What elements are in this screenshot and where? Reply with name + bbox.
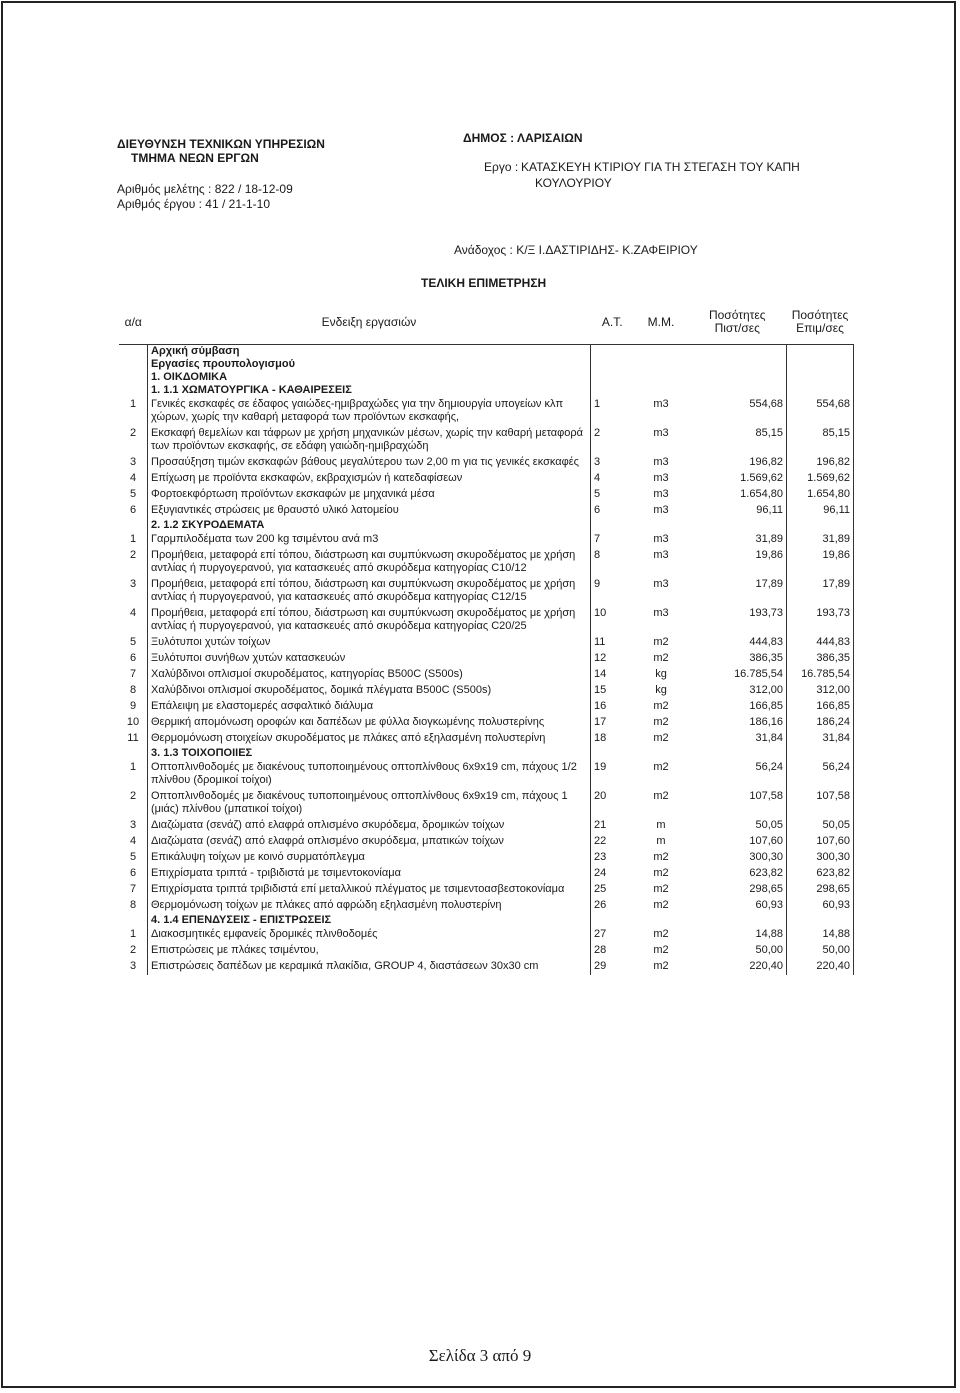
section-row: [119, 345, 854, 359]
table-row: [119, 651, 854, 667]
table-row: [119, 532, 854, 548]
item-number: 1: [129, 533, 137, 545]
item-description: Φορτοεκφόρτωση προϊόντων εκσκαφών με μηχανικά μέσα: [148, 487, 591, 503]
item-qty-certified: [688, 914, 787, 927]
page-footer: Σελίδα 3 από 9: [428, 1346, 532, 1365]
item-unit: m: [656, 835, 666, 847]
item-qty-measured: [787, 358, 854, 371]
table-header-row: [119, 300, 854, 345]
item-price-article: 20: [591, 789, 635, 818]
department-name: ΔΙΕΥΘΥΝΣΗ ΤΕΧΝΙΚΩΝ ΥΠΗΡΕΣΙΩΝ: [117, 137, 325, 151]
table-row: [119, 866, 854, 882]
item-qty-certified: 1.654,80: [688, 487, 787, 503]
item-number: 3: [129, 960, 137, 972]
item-description: Προμήθεια, μεταφορά επί τόπου, διάστρωση και συμπύκνωση σκυροδέματος με χρήση αντλίας ή πυργογερανού, για κατασκευές από σκυρόδεμα κατηγορίας C12/15: [148, 577, 591, 606]
item-number: 4: [129, 607, 137, 619]
item-price-article: 11: [591, 635, 635, 651]
item-qty-measured: 56,24: [787, 760, 854, 789]
item-qty-measured: 386,35: [787, 651, 854, 667]
item-qty-certified: 623,82: [688, 866, 787, 882]
item-price-article: 15: [591, 683, 635, 699]
item-qty-measured: 554,68: [787, 397, 854, 426]
section-name: ΤΜΗΜΑ ΝΕΩΝ ΕΡΓΩΝ: [131, 151, 259, 165]
table-row: [119, 850, 854, 866]
item-qty-measured: 96,11: [787, 503, 854, 519]
item-qty-measured: 186,24: [787, 715, 854, 731]
item-unit: m3: [653, 533, 669, 545]
table-row: [119, 943, 854, 959]
item-qty-measured: 196,82: [787, 455, 854, 471]
item-number: 6: [129, 867, 137, 879]
item-description: Προσαύξηση τιμών εκσκαφών βάθους μεγαλύτερου των 2,00 m για τις γενικές εκσκαφές: [148, 455, 591, 471]
item-qty-certified: 17,89: [688, 577, 787, 606]
table-row: [119, 715, 854, 731]
table-row: [119, 760, 854, 789]
item-description: 1. 1.1 ΧΩΜΑΤΟΥΡΓΙΚΑ - ΚΑΘΑΙΡΕΣΕΙΣ: [148, 384, 591, 397]
item-unit: m3: [653, 578, 669, 590]
item-unit: m2: [653, 716, 669, 728]
item-description: Γενικές εκσκαφές σε έδαφος γαιώδες-ημιβραχώδες για την δημιουργία υπογείων κλπ χώρων, χωρίς την καθαρή μεταφορά των προϊόντων εκσκαφής,: [148, 397, 591, 426]
item-number: 8: [129, 899, 137, 911]
item-unit: m3: [653, 504, 669, 516]
item-qty-certified: 16.785,54: [688, 667, 787, 683]
item-number: 5: [129, 636, 137, 648]
document-title: ΤΕΛΙΚΗ ΕΠΙΜΕΤΡΗΣΗ: [421, 276, 547, 290]
item-price-article: 16: [591, 699, 635, 715]
item-description: Επιστρώσεις δαπέδων με κεραμικά πλακίδια, GROUP 4, διαστάσεων 30x30 cm: [148, 959, 591, 975]
table-row: [119, 503, 854, 519]
item-number: 3: [129, 456, 137, 468]
item-qty-certified: 186,16: [688, 715, 787, 731]
col-header-mm: Μ.Μ.: [634, 300, 688, 345]
item-description: Επίχωση με προϊόντα εκσκαφών, εκβραχισμών ή κατεδαφίσεων: [148, 471, 591, 487]
item-qty-certified: 554,68: [688, 397, 787, 426]
item-qty-measured: [787, 384, 854, 397]
item-qty-certified: [688, 519, 787, 532]
item-qty-measured: [787, 345, 854, 359]
item-price-article: [591, 358, 635, 371]
table-row: [119, 397, 854, 426]
item-description: Διαζώματα (σενάζ) από ελαφρά οπλισμένο σκυρόδεμα, μπατικών τοίχων: [148, 834, 591, 850]
item-unit: m2: [653, 700, 669, 712]
item-unit: kg: [655, 668, 667, 680]
item-unit: m2: [653, 851, 669, 863]
item-qty-measured: 60,93: [787, 898, 854, 914]
item-unit: m2: [653, 761, 669, 773]
item-number: 2: [129, 790, 137, 802]
table-row: [119, 882, 854, 898]
item-qty-measured: 193,73: [787, 606, 854, 635]
item-qty-certified: [688, 358, 787, 371]
item-qty-certified: 107,60: [688, 834, 787, 850]
item-qty-certified: 166,85: [688, 699, 787, 715]
item-number: 6: [129, 652, 137, 664]
section-row: [119, 519, 854, 532]
table-row: [119, 487, 854, 503]
item-description: Οπτοπλινθοδομές με διακένους τυποποιημένους οπτοπλίνθους 6x9x19 cm, πάχους 1/2 πλίνθου (δρομικοί τοίχοι): [148, 760, 591, 789]
item-description: Ξυλότυποι χυτών τοίχων: [148, 635, 591, 651]
item-description: Θερμική απομόνωση οροφών και δαπέδων με φύλλα διογκωμένης πολυστερίνης: [148, 715, 591, 731]
item-description: Αρχική σύμβαση: [148, 345, 591, 359]
item-price-article: 19: [591, 760, 635, 789]
item-number: 2: [129, 427, 137, 439]
item-price-article: 24: [591, 866, 635, 882]
item-qty-certified: 85,15: [688, 426, 787, 455]
project-label: Εργο :: [484, 160, 519, 174]
study-number: Αριθμός μελέτης : 822 / 18-12-09: [117, 182, 293, 196]
item-unit: m3: [653, 488, 669, 500]
item-qty-certified: 50,00: [688, 943, 787, 959]
item-qty-measured: 1.569,62: [787, 471, 854, 487]
item-qty-measured: 220,40: [787, 959, 854, 975]
item-qty-measured: 107,60: [787, 834, 854, 850]
section-row: [119, 371, 854, 384]
item-description: Προμήθεια, μεταφορά επί τόπου, διάστρωση και συμπύκνωση σκυροδέματος με χρήση αντλίας ή πυργογερανού, για κατασκευές από σκυρόδεμα κατηγορίας C20/25: [148, 606, 591, 635]
item-unit: [634, 358, 688, 371]
item-unit: m2: [653, 867, 669, 879]
item-description: 4. 1.4 ΕΠΕΝΔΥΣΕΙΣ - ΕΠΙΣΤΡΩΣΕΙΣ: [148, 914, 591, 927]
item-number: 9: [129, 700, 137, 712]
item-description: Διακοσμητικές εμφανείς δρομικές πλινθοδομές: [148, 927, 591, 943]
item-price-article: 22: [591, 834, 635, 850]
item-price-article: 3: [591, 455, 635, 471]
table-row: [119, 606, 854, 635]
table-row: [119, 426, 854, 455]
item-price-article: [591, 747, 635, 760]
item-price-article: 10: [591, 606, 635, 635]
item-qty-certified: 193,73: [688, 606, 787, 635]
item-number: 11: [127, 732, 139, 744]
item-unit: m3: [653, 427, 669, 439]
item-qty-certified: [688, 371, 787, 384]
item-description: Εκσκαφή θεμελίων και τάφρων με χρήση μηχανικών μέσων, χωρίς την καθαρή μεταφορά των προϊόντων εκσκαφής, σε εδάφη γαιώδη-ημιβραχώδη: [148, 426, 591, 455]
item-unit: [634, 519, 688, 532]
item-number: 3: [129, 819, 137, 831]
item-qty-certified: 56,24: [688, 760, 787, 789]
item-qty-measured: 166,85: [787, 699, 854, 715]
item-price-article: 8: [591, 548, 635, 577]
item-qty-measured: [787, 914, 854, 927]
item-qty-measured: 16.785,54: [787, 667, 854, 683]
item-qty-measured: [787, 519, 854, 532]
table-row: [119, 927, 854, 943]
item-description: Διαζώματα (σενάζ) από ελαφρά οπλισμένο σκυρόδεμα, δρομικών τοίχων: [148, 818, 591, 834]
item-qty-certified: 444,83: [688, 635, 787, 651]
item-price-article: [591, 371, 635, 384]
item-price-article: 23: [591, 850, 635, 866]
contractor: Ανάδοχος : Κ/Ξ Ι.ΔΑΣΤΙΡΙΔΗΣ- Κ.ΖΑΦΕΙΡΙΟΥ: [454, 243, 698, 257]
item-unit: m3: [653, 456, 669, 468]
item-unit: m3: [653, 607, 669, 619]
table-row: [119, 959, 854, 975]
col-header-qty-certified: Ποσότητες Πιστ/σες: [688, 300, 787, 345]
item-number: 3: [129, 578, 137, 590]
item-description: Επιστρώσεις με πλάκες τσιμέντου,: [148, 943, 591, 959]
project-line-2: ΚΟΥΛΟΥΡΙΟΥ: [535, 176, 612, 190]
item-number: [119, 358, 148, 371]
item-price-article: [591, 519, 635, 532]
item-qty-measured: 312,00: [787, 683, 854, 699]
item-unit: [634, 345, 688, 359]
item-price-article: 26: [591, 898, 635, 914]
table-row: [119, 548, 854, 577]
section-row: [119, 384, 854, 397]
table-row: [119, 683, 854, 699]
item-unit: m2: [653, 899, 669, 911]
item-qty-certified: 196,82: [688, 455, 787, 471]
item-number: 1: [129, 928, 137, 940]
item-qty-certified: 19,86: [688, 548, 787, 577]
item-price-article: 2: [591, 426, 635, 455]
item-qty-certified: 14,88: [688, 927, 787, 943]
table-row: [119, 667, 854, 683]
item-qty-certified: 107,58: [688, 789, 787, 818]
item-qty-certified: [688, 384, 787, 397]
item-price-article: 6: [591, 503, 635, 519]
item-qty-measured: 19,86: [787, 548, 854, 577]
item-description: Προμήθεια, μεταφορά επί τόπου, διάστρωση και συμπύκνωση σκυροδέματος με χρήση αντλίας ή πυργογερανού, για κατασκευές από σκυρόδεμα κατηγορίας C10/12: [148, 548, 591, 577]
item-qty-certified: 50,05: [688, 818, 787, 834]
item-number: 5: [129, 488, 137, 500]
col-header-qty-measured: Ποσότητες Επιμ/σες: [787, 300, 854, 345]
item-number: 10: [126, 716, 140, 728]
item-price-article: 27: [591, 927, 635, 943]
item-number: 6: [129, 504, 137, 516]
project-line-1: ΚΑΤΑΣΚΕΥΗ ΚΤΙΡΙΟΥ ΓΙΑ ΤΗ ΣΤΕΓΑΣΗ ΤΟΥ ΚΑΠΗ: [521, 160, 800, 174]
item-number: 1: [129, 761, 137, 773]
item-price-article: 4: [591, 471, 635, 487]
item-unit: m2: [653, 652, 669, 664]
item-qty-certified: [688, 345, 787, 359]
table-row: [119, 731, 854, 747]
item-price-article: 9: [591, 577, 635, 606]
item-price-article: [591, 345, 635, 359]
item-description: Επιχρίσματα τριπτά - τριβιδιστά με τσιμεντοκονίαμα: [148, 866, 591, 882]
item-qty-measured: 1.654,80: [787, 487, 854, 503]
item-number: 1: [129, 398, 137, 410]
col-header-at: Α.Τ.: [591, 300, 635, 345]
item-number: 8: [129, 684, 137, 696]
item-unit: [634, 371, 688, 384]
item-qty-certified: 31,89: [688, 532, 787, 548]
item-description: Εξυγιαντικές στρώσεις με θραυστό υλικό λατομείου: [148, 503, 591, 519]
item-description: 3. 1.3 ΤΟΙΧΟΠΟΙΙΕΣ: [148, 747, 591, 760]
item-price-article: [591, 914, 635, 927]
item-description: Εργασίες προυπολογισμού: [148, 358, 591, 371]
item-unit: [634, 914, 688, 927]
item-description: Επιχρίσματα τριπτά τριβιδιστά επί μεταλλικού πλέγματος με τσιμεντοασβεστοκονίαμα: [148, 882, 591, 898]
item-qty-measured: 50,00: [787, 943, 854, 959]
item-description: 2. 1.2 ΣΚΥΡΟΔΕΜΑΤΑ: [148, 519, 591, 532]
item-qty-measured: [787, 371, 854, 384]
item-price-article: [591, 384, 635, 397]
table-row: [119, 834, 854, 850]
item-number: [119, 371, 148, 384]
item-number: 7: [129, 883, 137, 895]
item-qty-measured: 17,89: [787, 577, 854, 606]
item-price-article: 28: [591, 943, 635, 959]
item-qty-certified: 96,11: [688, 503, 787, 519]
item-price-article: 29: [591, 959, 635, 975]
item-number: [119, 747, 148, 760]
item-unit: [634, 747, 688, 760]
item-unit: [634, 384, 688, 397]
table-row: [119, 789, 854, 818]
table-row: [119, 635, 854, 651]
col-header-description: Ενδειξη εργασιών: [148, 300, 591, 345]
item-qty-measured: 300,30: [787, 850, 854, 866]
item-qty-certified: 386,35: [688, 651, 787, 667]
table-row: [119, 818, 854, 834]
item-unit: m2: [653, 944, 669, 956]
table-row: [119, 898, 854, 914]
item-unit: kg: [655, 684, 667, 696]
item-qty-certified: 300,30: [688, 850, 787, 866]
item-unit: m3: [653, 549, 669, 561]
item-unit: m2: [653, 883, 669, 895]
item-price-article: 7: [591, 532, 635, 548]
item-description: Επικάλυψη τοίχων με κοινό συρματόπλεγμα: [148, 850, 591, 866]
item-qty-certified: 220,40: [688, 959, 787, 975]
item-unit: m3: [653, 472, 669, 484]
item-qty-measured: 50,05: [787, 818, 854, 834]
item-price-article: 12: [591, 651, 635, 667]
item-unit: m2: [653, 928, 669, 940]
item-description: Ξυλότυποι συνήθων χυτών κατασκευών: [148, 651, 591, 667]
item-price-article: 25: [591, 882, 635, 898]
section-row: [119, 747, 854, 760]
item-number: 5: [129, 851, 137, 863]
item-qty-measured: 85,15: [787, 426, 854, 455]
item-price-article: 14: [591, 667, 635, 683]
table-row: [119, 455, 854, 471]
item-price-article: 1: [591, 397, 635, 426]
item-description: Γαρμπιλοδέματα των 200 kg τσιμέντου ανά m3: [148, 532, 591, 548]
item-price-article: 5: [591, 487, 635, 503]
item-qty-certified: 60,93: [688, 898, 787, 914]
item-description: Θερμομόνωση στοιχείων σκυροδέματος με πλάκες από εξηλασμένη πολυστερίνη: [148, 731, 591, 747]
item-qty-measured: 31,84: [787, 731, 854, 747]
item-qty-certified: 31,84: [688, 731, 787, 747]
item-qty-measured: 107,58: [787, 789, 854, 818]
item-qty-certified: [688, 747, 787, 760]
item-description: Οπτοπλινθοδομές με διακένους τυποποιημένους οπτοπλίνθους 6x9x19 cm, πάχους 1 (μιάς) πλίνθου (μπατικοί τοίχοι): [148, 789, 591, 818]
col-header-no: α/α: [119, 300, 148, 345]
item-number: [119, 345, 148, 359]
item-number: 7: [129, 668, 137, 680]
item-price-article: 17: [591, 715, 635, 731]
item-number: [119, 914, 148, 927]
item-qty-certified: 298,65: [688, 882, 787, 898]
table-row: [119, 699, 854, 715]
item-description: Χαλύβδινοι οπλισμοί σκυροδέματος, δομικά πλέγματα B500C (S500s): [148, 683, 591, 699]
section-row: [119, 914, 854, 927]
item-description: Επάλειψη με ελαστομερές ασφαλτικό διάλυμα: [148, 699, 591, 715]
municipality: ΔΗΜΟΣ : ΛΑΡΙΣΑΙΩΝ: [463, 131, 583, 145]
measurements-table: [119, 300, 854, 975]
item-unit: m2: [653, 732, 669, 744]
table-row: [119, 577, 854, 606]
section-row: [119, 358, 854, 371]
table-row: [119, 471, 854, 487]
item-number: 2: [129, 549, 137, 561]
item-qty-measured: 14,88: [787, 927, 854, 943]
item-description: Χαλύβδινοι οπλισμοί σκυροδέματος, κατηγορίας B500C (S500s): [148, 667, 591, 683]
project-number: Αριθμός έργου : 41 / 21-1-10: [117, 197, 270, 211]
item-unit: m: [656, 819, 666, 831]
item-description: Θερμομόνωση τοίχων με πλάκες από αφρώδη εξηλασμένη πολυστερίνη: [148, 898, 591, 914]
item-qty-measured: 623,82: [787, 866, 854, 882]
item-qty-certified: 1.569,62: [688, 471, 787, 487]
item-number: 4: [129, 472, 137, 484]
item-qty-measured: 31,89: [787, 532, 854, 548]
item-description: 1. ΟΙΚΔΟΜΙΚΑ: [148, 371, 591, 384]
item-unit: m3: [653, 398, 669, 410]
item-qty-measured: 298,65: [787, 882, 854, 898]
item-price-article: 18: [591, 731, 635, 747]
item-number: [119, 384, 148, 397]
item-qty-measured: [787, 747, 854, 760]
item-number: [119, 519, 148, 532]
item-qty-measured: 444,83: [787, 635, 854, 651]
item-unit: m2: [653, 636, 669, 648]
item-qty-certified: 312,00: [688, 683, 787, 699]
item-unit: m2: [653, 790, 669, 802]
item-number: 2: [129, 944, 137, 956]
item-unit: m2: [653, 960, 669, 972]
item-number: 4: [129, 835, 137, 847]
item-price-article: 21: [591, 818, 635, 834]
